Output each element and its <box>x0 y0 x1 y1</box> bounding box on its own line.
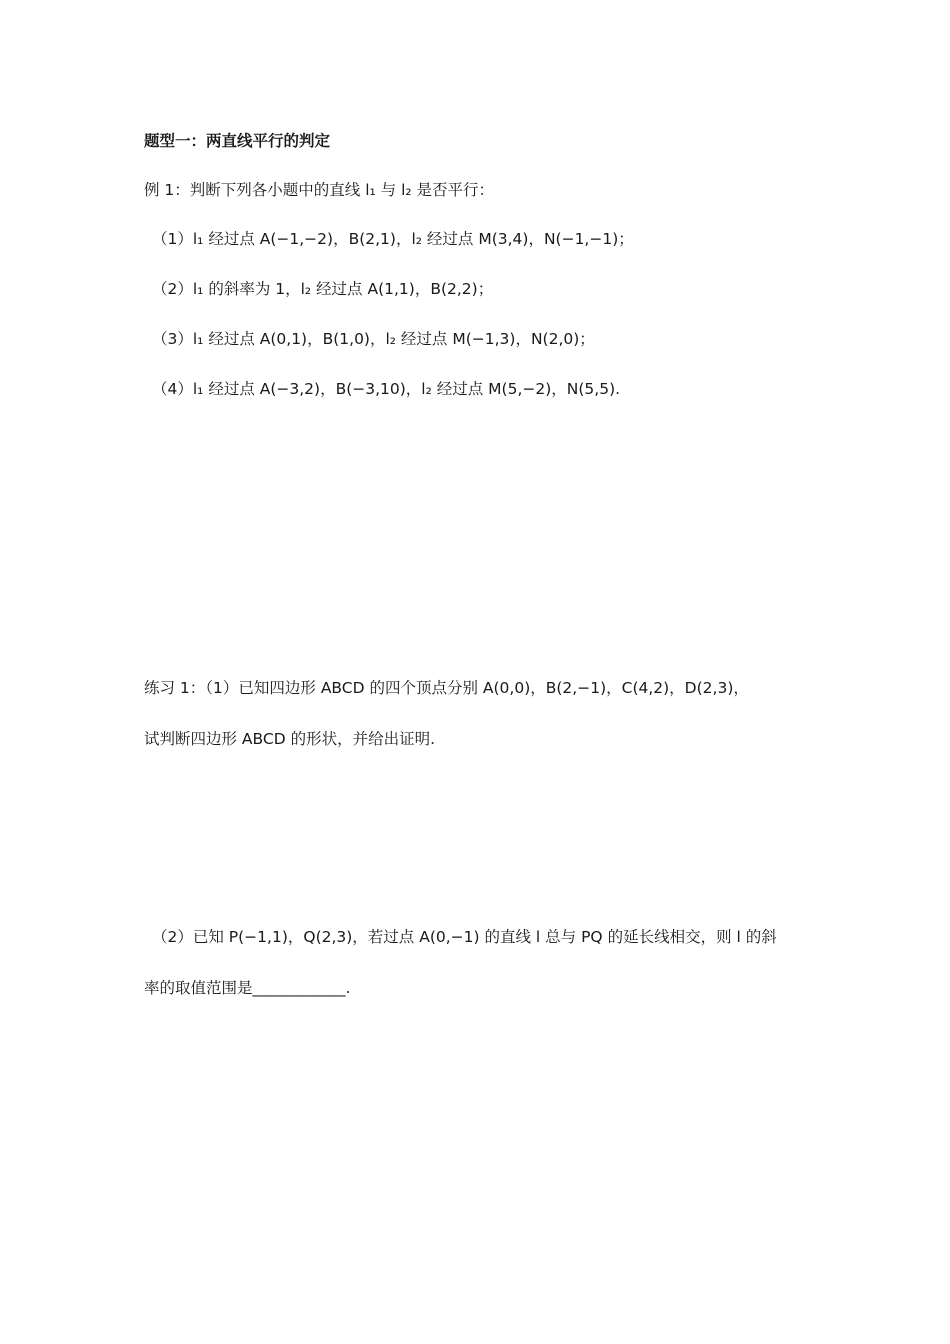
exercise-1-part-2-line-2: 率的取值范围是____________. <box>144 979 351 997</box>
example-1-intro: 例 1：判断下列各小题中的直线 l₁ 与 l₂ 是否平行： <box>144 181 495 199</box>
item-number: （3） <box>152 330 193 348</box>
item-text: l₁ 经过点 A(−1,−2)，B(2,1)，l₂ 经过点 M(3,4)，N(−1,−1)； <box>192 230 634 248</box>
item-text: l₁ 经过点 A(0,1)，B(1,0)，l₂ 经过点 M(−1,3)，N(2,0)； <box>192 330 595 348</box>
example-1-item-1 <box>144 227 634 251</box>
exercise-1-part-1-line-2: 试判断四边形 ABCD 的形状，并给出证明. <box>144 730 436 748</box>
example-1-item-2 <box>144 277 493 301</box>
section-heading: 题型一：两直线平行的判定 <box>144 132 331 150</box>
item-number: （1） <box>152 230 193 248</box>
example-1-item-3 <box>144 327 595 351</box>
item-text: l₁ 经过点 A(−3,2)，B(−3,10)，l₂ 经过点 M(5,−2)，N(5,5). <box>192 380 621 398</box>
exercise-1-part-1-line-1: 练习 1：（1）已知四边形 ABCD 的四个顶点分别 A(0,0)，B(2,−1)，C(4,2)，D(2,3)， <box>144 679 749 697</box>
example-1-item-4 <box>144 377 620 401</box>
item-text: l₁ 的斜率为 1，l₂ 经过点 A(1,1)，B(2,2)； <box>192 280 494 298</box>
item-number: （2） <box>152 280 193 298</box>
exercise-1-part-2-line-1: （2）已知 P(−1,1)，Q(2,3)，若过点 A(0,−1) 的直线 l 总与 PQ 的延长线相交，则 l 的斜 <box>152 928 777 946</box>
item-number: （4） <box>152 380 193 398</box>
